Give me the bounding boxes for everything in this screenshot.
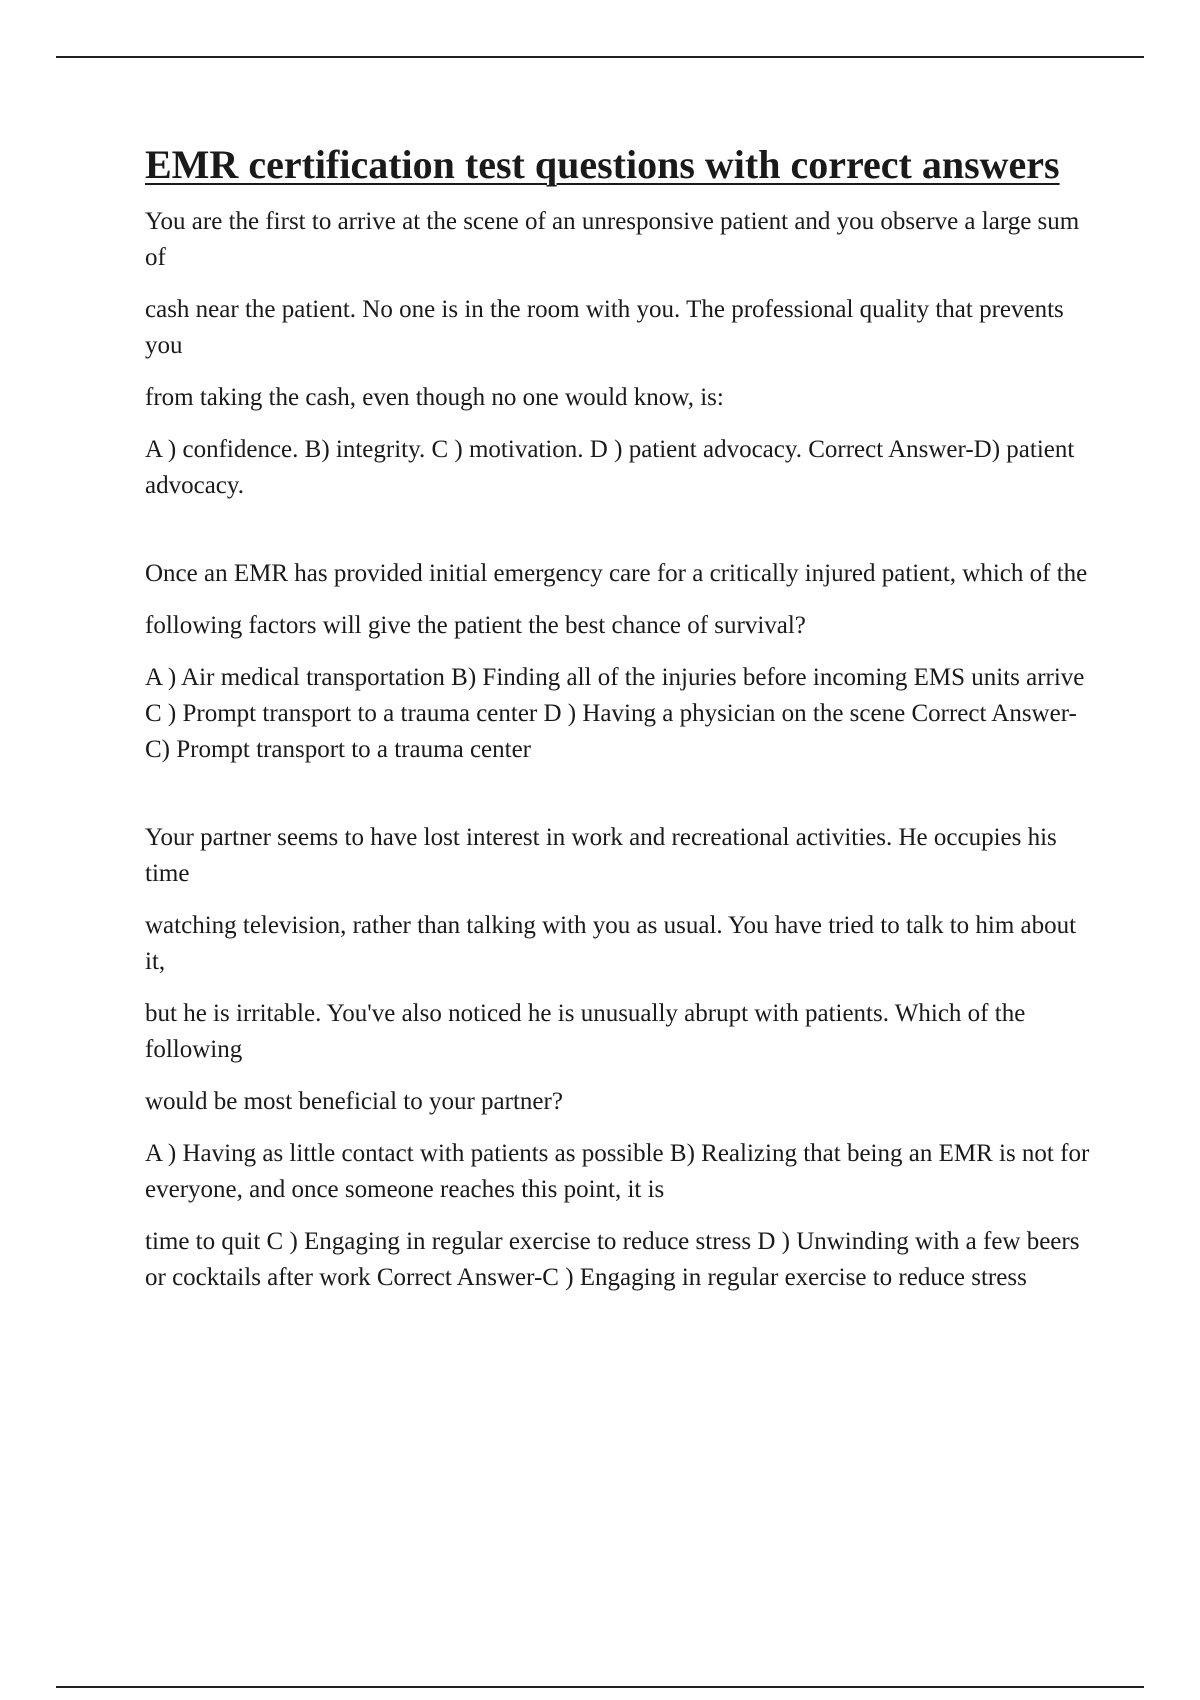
question-1-text-line-1: You are the first to arrive at the scene of an unresponsive patient and you observe a large sum of	[145, 208, 1080, 271]
question-3-text-line-1: Your partner seems to have lost interest in work and recreational activities. He occupies his time	[145, 824, 1057, 887]
question-2-options-and-answer: A ) Air medical transportation B) Finding all of the injuries before incoming EMS units arrive C ) Prompt transport to a trauma center D ) Having a physician on the scene Correct Answer-C) Prompt transport to a trauma center	[145, 664, 1085, 763]
question-1-text-line-3: from taking the cash, even though no one would know, is:	[145, 384, 724, 411]
document-title: EMR certification test questions with correct answers	[145, 142, 1060, 187]
question-3-text-line-2: watching television, rather than talking with you as usual. You have tried to talk to him about it,	[145, 912, 1077, 975]
top-rule	[56, 56, 1144, 58]
question-2-text-line-1: Once an EMR has provided initial emergency care for a critically injured patient, which of the	[145, 560, 1088, 587]
question-2-text-line-2: following factors will give the patient the best chance of survival?	[145, 612, 806, 639]
question-block-3	[145, 820, 1095, 1296]
question-3-options-and-answer: time to quit C ) Engaging in regular exercise to reduce stress D ) Unwinding with a few beers or cocktails after work Correct Answer-C ) Engaging in regular exercise to reduce stress	[145, 1228, 1080, 1291]
question-3-text-line-3: but he is irritable. You've also noticed he is unusually abrupt with patients. Which of the following	[145, 1000, 1026, 1063]
document-body	[145, 140, 1095, 1312]
question-1-options-and-answer: A ) confidence. B) integrity. C ) motivation. D ) patient advocacy. Correct Answer-D) patient advocacy.	[145, 436, 1075, 499]
question-block-2	[145, 556, 1095, 768]
question-3-options-part-1: A ) Having as little contact with patients as possible B) Realizing that being an EMR is not for everyone, and once someone reaches this point, it is	[145, 1140, 1090, 1203]
question-block-1	[145, 204, 1095, 504]
question-3-text-line-4: would be most beneficial to your partner?	[145, 1088, 563, 1115]
bottom-rule	[56, 1686, 1144, 1688]
question-1-text-line-2: cash near the patient. No one is in the room with you. The professional quality that prevents you	[145, 296, 1064, 359]
